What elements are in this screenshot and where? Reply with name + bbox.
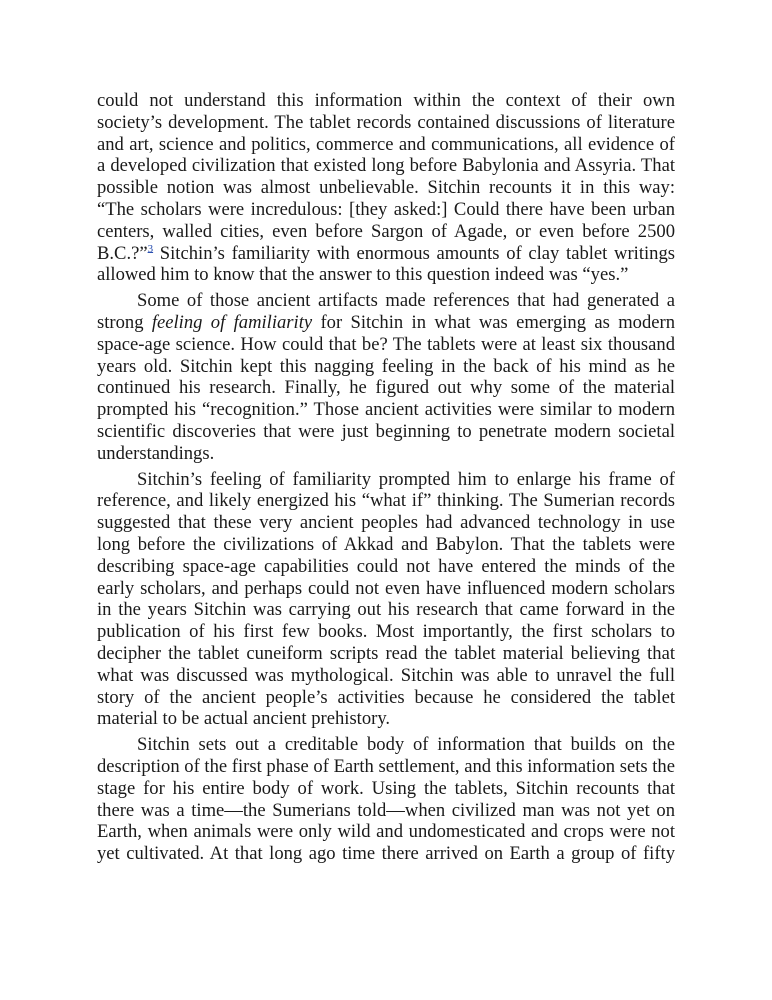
paragraph-4-text: Sitchin sets out a creditable body of information that builds on the description of the first phase of Earth settlement, and this information sets the stage for his entire body of work. Using the tablets, Sitchin recounts that there was a time—the Sumerians told—when civilized man was not yet on Earth, when animals were only wild and undomesticated and crops were not yet cultivated. At that long ago time there arrived on Earth a group of fifty xyxy=(97,734,675,865)
paragraph-3-text: Sitchin’s feeling of familiarity prompted him to enlarge his frame of reference, and likely energized his “what if” thinking. The Sumerian records suggested that these very ancient peoples had advanced technology in use long before the civilizations of Akkad and Babylon. That the tablets were describing space-age capabilities could not have entered the minds of the early scholars, and perhaps could not even have influenced modern scholars in the years Sitchin was carrying out his research that came forward in the publication of his first few books. Most importantly, the first scholars to decipher the tablet cuneiform scripts read the tablet material believing that what was discussed was mythological. Sitchin was able to unravel the full story of the ancient people’s activities because he considered the tablet material to be actual ancient prehistory. xyxy=(97,468,675,730)
paragraph-1 xyxy=(97,90,675,286)
paragraph-2 xyxy=(97,290,675,464)
paragraph-2-emphasis: feeling of familiarity xyxy=(151,311,313,333)
paragraph-1-text-continued: Sitchin’s familiarity with enormous amounts of clay tablet writings allowed him to know that the answer to this question indeed was “yes.” xyxy=(97,242,675,286)
paragraph-3 xyxy=(97,469,675,731)
paragraph-4 xyxy=(97,734,675,865)
paragraph-2-text: Some of those ancient artifacts made references that had generated a strong xyxy=(97,290,675,333)
document-page xyxy=(97,90,675,869)
footnote-ref-3[interactable]: 3 xyxy=(147,242,154,255)
paragraph-1-text: could not understand this information within the context of their own society’s development. The tablet records contained discussions of literature and art, science and politics, commerce and communications, all evidence of a developed civilization that existed long before Babylonia and Assyria. That possible notion was almost unbelievable. Sitchin recounts it in this way: “The scholars were incredulous: [they asked:] Could there have been urban centers, walled cities, even before Sargon of Agade, or even before 2500 B.C.?” xyxy=(97,90,675,264)
paragraph-2-text-continued: for Sitchin in what was emerging as modern space-age science. How could that be? The tablets were at least six thousand years old. Sitchin kept this nagging feeling in the back of his mind as he continued his research. Finally, he figured out why some of the material prompted his “recognition.” Those ancient activities were similar to modern scientific discoveries that were just beginning to penetrate modern societal understandings. xyxy=(97,311,675,464)
